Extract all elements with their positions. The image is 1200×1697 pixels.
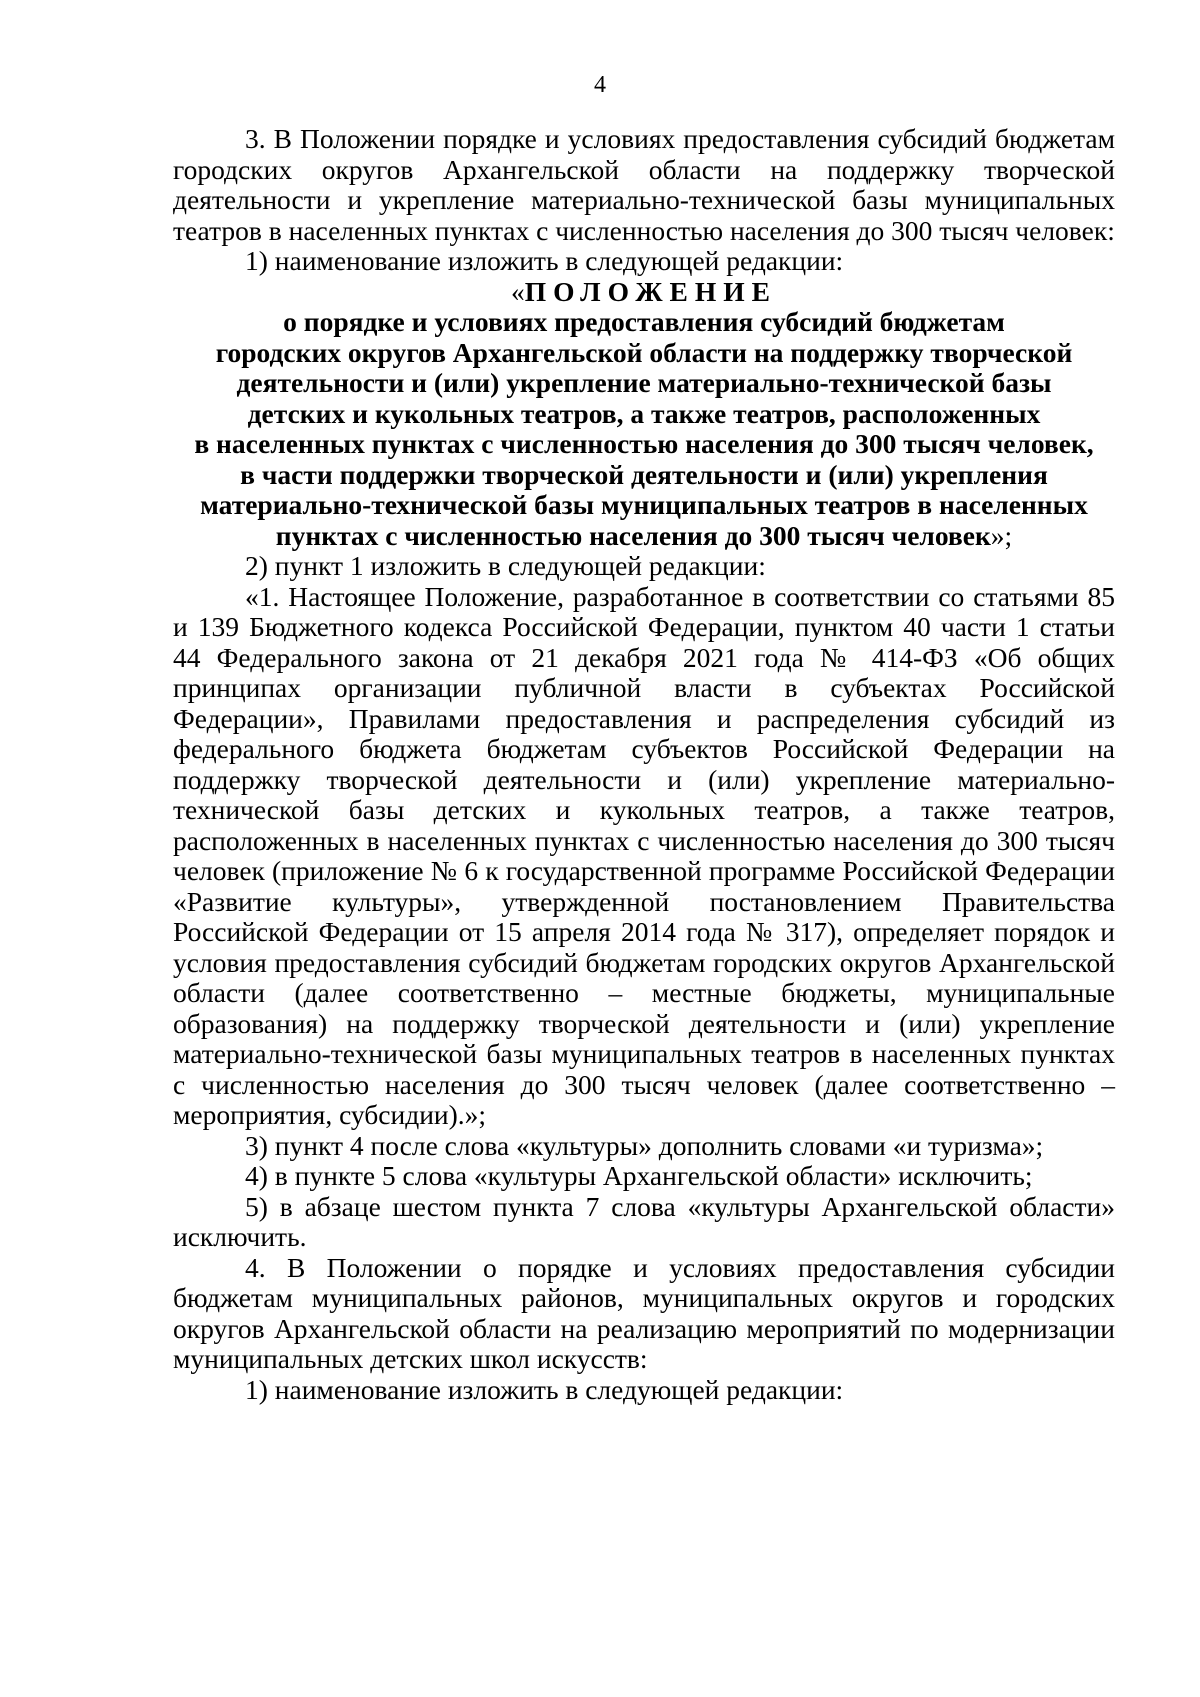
title-line: городских округов Архангельской области на поддержку творческой	[215, 336, 1073, 368]
title-line: в населенных пунктах с численностью населения до 300 тысяч человек,	[194, 428, 1094, 459]
regulation-title	[173, 277, 1115, 552]
section3-item2: 2) пункт 1 изложить в следующей редакции:	[245, 550, 766, 581]
title-line: о порядке и условиях предоставления субсидий бюджетам	[283, 306, 1005, 337]
title-word: ПОЛОЖЕНИЕ	[524, 275, 777, 307]
section3-item2-text: «1. Настоящее Положение, разработанное в соответствии со статьями 85 и 139 Бюджетного кодекса Российской Федерации, пунктом 40 части 1 статьи 44 Федерального закона от 21 декабря 2021 года № 414-ФЗ «Об общих принципах организации публичной власти в субъектах Российской Федерации», Правилами предоставления и распределения субсидий из федерального бюджета бюджетам субъектов Российской Федерации на поддержку творческой деятельности и (или) укрепление материально-технической базы детских и кукольных театров, а также театров, расположенных в населенных пунктах с численностью населения до 300 тысяч человек (приложение № 6 к государственной программе Российской Федерации «Развитие культуры», утвержденной постановлением Правительства Российской Федерации от 15 апреля 2014 года № 317), определяет порядок и условия предоставления субсидий бюджетам городских округов Архангельской области (далее соответственно – местные бюджеты, муниципальные образования) на поддержку творческой деятельности и (или) укрепление материально-технической базы муниципальных театров в населенных пунктах с численностью населения до 300 тысяч человек (далее соответственно – мероприятия, субсидии).»;	[173, 580, 1115, 1130]
title-last-text: пунктах с численностью населения до 300 тысяч человек	[275, 519, 991, 551]
section4-intro: 4. В Положении о порядке и условиях предоставления субсидии бюджетам муниципальных районов, муниципальных округов и городских округов Архангельской области на реализацию мероприятий по модернизации муниципальных детских школ искусств:	[173, 1251, 1115, 1374]
section3-item5: 5) в абзаце шестом пункта 7 слова «культуры Архангельской области» исключить.	[173, 1190, 1115, 1252]
title-line: деятельности и (или) укрепление материально-технической базы	[236, 367, 1052, 398]
section4-item1: 1) наименование изложить в следующей редакции:	[245, 1373, 844, 1405]
title-line: материально-технической базы муниципальных театров в населенных	[200, 489, 1088, 520]
section3-intro: 3. В Положении порядке и условиях предоставления субсидий бюджетам городских округов Архангельской области на поддержку творческой деятельности и укрепление материально-технической базы муниципальных театров в населенных пунктах с численностью населения до 300 тысяч человек:	[173, 123, 1115, 246]
section3-item1: 1) наименование изложить в следующей редакции:	[245, 245, 844, 276]
title-line: детских и кукольных театров, а также театров, расположенных	[247, 397, 1041, 429]
section3-item3: 3) пункт 4 после слова «культуры» дополнить словами «и туризма»;	[245, 1129, 1044, 1161]
title-last-line	[173, 521, 1115, 552]
title-open-quote: «	[510, 275, 525, 307]
title-line: в части поддержки творческой деятельности и (или) укрепления	[240, 458, 1048, 490]
document-body	[173, 124, 1115, 1405]
title-heading-line	[173, 277, 1115, 308]
title-close-quote: »;	[990, 519, 1013, 551]
page-number: 4	[594, 72, 606, 98]
section3-item4: 4) в пункте 5 слова «культуры Архангельской области» исключить;	[245, 1160, 1033, 1191]
